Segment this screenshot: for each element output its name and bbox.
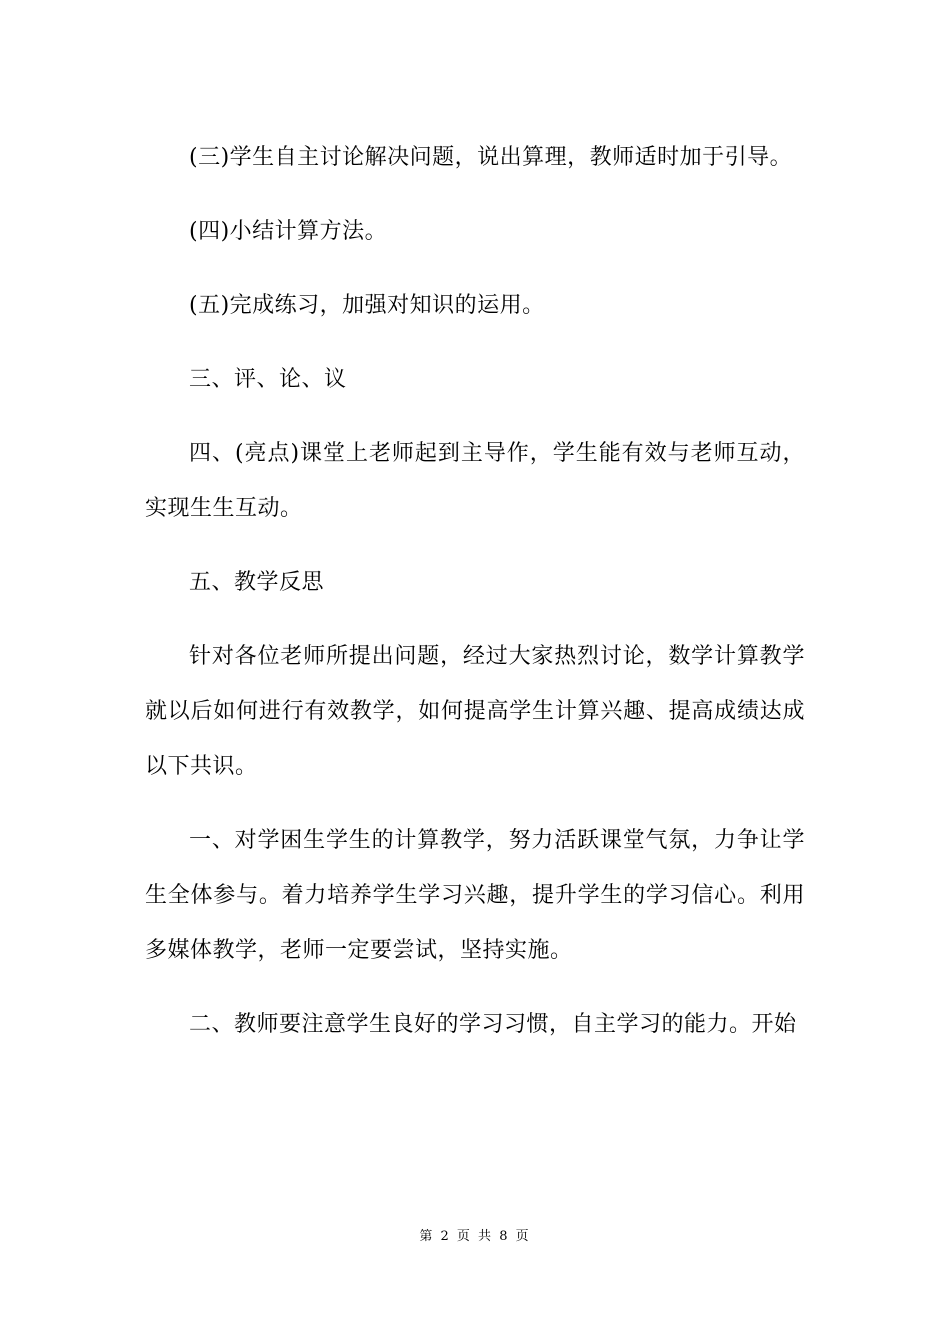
paragraph: (三)学生自主讨论解决问题，说出算理，教师适时加于引导。 — [189, 145, 793, 170]
section-heading: 五、教学反思 — [189, 570, 325, 595]
paragraph: 四、(亮点)课堂上老师起到主导作，学生能有效与老师互动，实现生生互动。 — [145, 441, 805, 521]
page-number-label: 第 2 页 共 8 页 — [419, 1229, 531, 1244]
section-heading: 三、评、论、议 — [189, 367, 347, 392]
document-body — [145, 130, 805, 1052]
paragraph: (四)小结计算方法。 — [189, 219, 388, 244]
paragraph: (五)完成练习，加强对知识的运用。 — [189, 293, 545, 318]
paragraph: 一、对学困生学生的计算教学，努力活跃课堂气氛，力争让学生全体参与。着力培养学生学习兴趣，提升学生的学习信心。利用多媒体教学，老师一定要尝试，坚持实施。 — [145, 828, 805, 963]
paragraph: 针对各位老师所提出问题，经过大家热烈讨论，数学计算教学就以后如何进行有效教学，如何提高学生计算兴趣、提高成绩达成以下共识。 — [145, 644, 805, 779]
page-footer — [0, 1228, 950, 1246]
paragraph: 二、教师要注意学生良好的学习习惯，自主学习的能力。开始 — [189, 1012, 797, 1037]
